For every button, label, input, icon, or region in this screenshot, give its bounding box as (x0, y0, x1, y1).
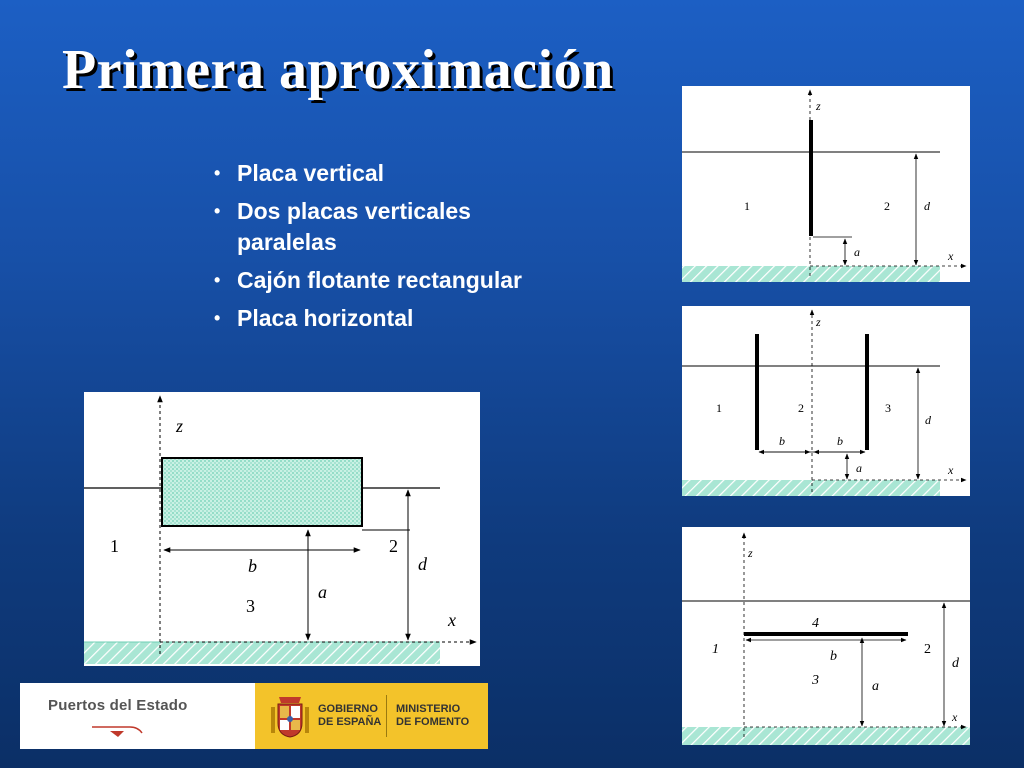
region-3-label: 3 (812, 673, 819, 688)
bullet-icon: • (214, 308, 221, 328)
region-2-label: 2 (389, 536, 398, 556)
spain-coat-of-arms-icon (267, 691, 313, 741)
z-label: z (176, 416, 184, 436)
x-label: x (952, 710, 958, 724)
ministerio-line-1: MINISTERIO (396, 703, 461, 715)
bullet-icon: • (214, 201, 221, 221)
slide-title: Primera aproximación (62, 39, 614, 101)
bullet-icon: • (214, 163, 221, 183)
bullet-item (214, 196, 534, 258)
a-label: a (872, 679, 879, 694)
region-1-label: 1 (712, 642, 719, 657)
a-label: a (318, 582, 327, 602)
bullet-item (214, 303, 534, 334)
b-left-label: b (779, 434, 785, 448)
puertos-del-estado-logo (20, 683, 255, 749)
region-1-label: 1 (744, 199, 750, 213)
d-label: d (418, 554, 427, 574)
a-label: a (854, 245, 860, 259)
diagram-horizontal-plate-panel (682, 527, 970, 745)
institution-logos (20, 683, 488, 749)
bullet-item (214, 265, 534, 296)
seabed (682, 266, 940, 282)
z-label: z (816, 99, 821, 113)
z-label: z (816, 315, 821, 329)
bullet-text: Dos placas verticales paralelas (237, 198, 471, 255)
b-label: b (830, 649, 837, 664)
gobierno-line-2: DE ESPAÑA (318, 716, 382, 728)
region-2-label: 2 (884, 199, 890, 213)
region-4-label: 4 (812, 616, 819, 631)
z-label: z (748, 546, 753, 560)
x-label: x (448, 610, 456, 630)
region-2-label: 2 (924, 642, 931, 657)
diagram-two-plates-panel (682, 306, 970, 496)
ministerio-line-2: DE FOMENTO (396, 716, 470, 728)
d-label: d (924, 199, 930, 213)
bullet-text: Placa vertical (237, 160, 385, 186)
seabed (682, 480, 940, 496)
seabed (682, 727, 970, 745)
d-label: d (925, 413, 931, 427)
bullet-list (214, 158, 534, 341)
logo-divider (386, 695, 387, 737)
bullet-text: Cajón flotante rectangular (237, 267, 522, 293)
gobierno-text (318, 703, 388, 729)
gobierno-line-1: GOBIERNO (318, 703, 378, 715)
diagram-vertical-plate (682, 86, 970, 282)
b-right-label: b (837, 434, 843, 448)
diagram-vertical-plate-panel (682, 86, 970, 282)
seabed (84, 642, 440, 664)
diagram-two-plates (682, 306, 970, 496)
diagram-horizontal-plate (682, 527, 970, 745)
a-label: a (856, 461, 862, 475)
ministerio-text (396, 703, 486, 729)
gobierno-ministerio-logo (255, 683, 488, 749)
region-2-label: 2 (798, 401, 804, 415)
bullet-item (214, 158, 534, 189)
puertos-mark-icon (90, 719, 160, 739)
x-label: x (948, 249, 954, 263)
puertos-name: Puertos del Estado (48, 697, 188, 714)
b-label: b (248, 556, 257, 576)
diagram-caisson-panel (84, 392, 480, 666)
region-1-label: 1 (110, 536, 119, 556)
region-3-label: 3 (885, 401, 891, 415)
bullet-text: Placa horizontal (237, 305, 414, 331)
bullet-icon: • (214, 270, 221, 290)
region-3-label: 3 (246, 596, 255, 616)
region-1-label: 1 (716, 401, 722, 415)
caisson-box (162, 458, 362, 526)
diagram-caisson (84, 392, 480, 666)
x-label: x (948, 463, 954, 477)
d-label: d (952, 656, 959, 671)
